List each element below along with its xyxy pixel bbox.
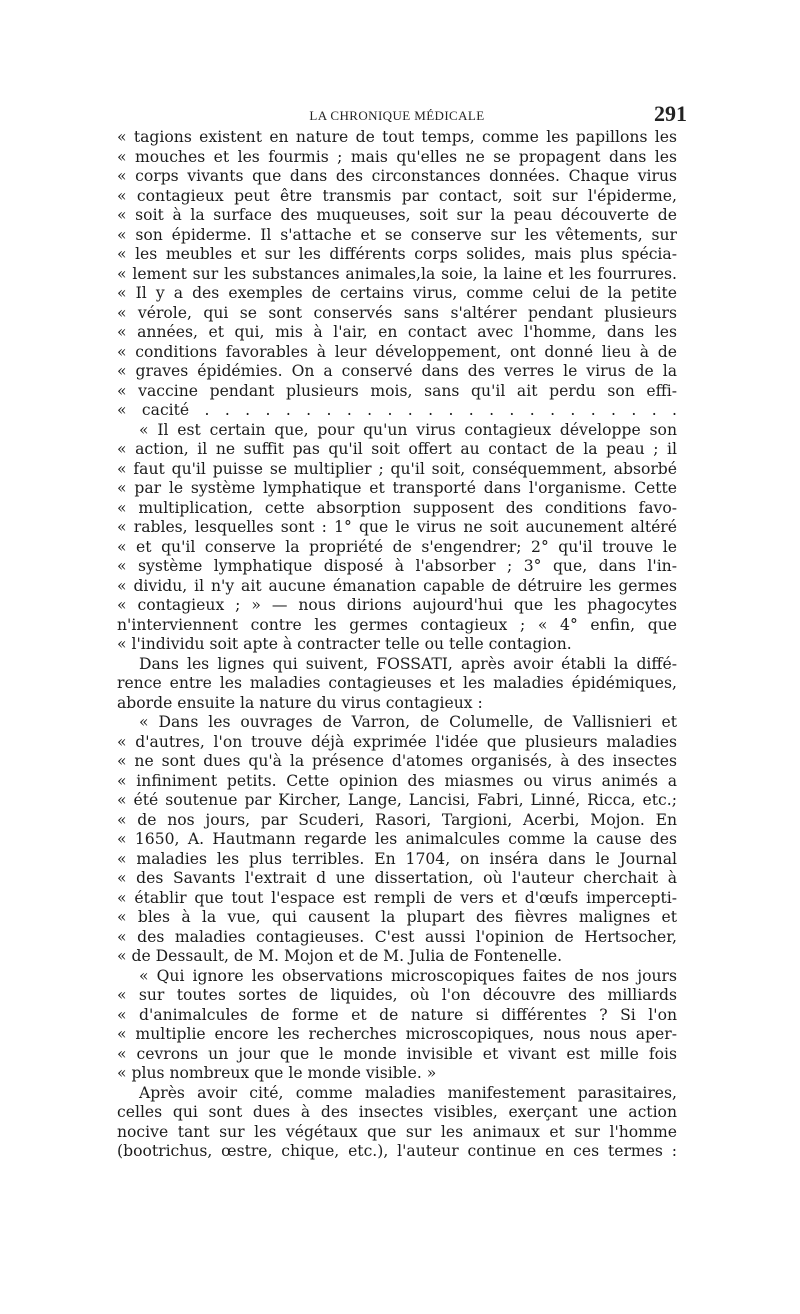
text-line: « infiniment petits. Cette opinion des miasmes ou virus animés a xyxy=(117,771,677,790)
text-line: n'interviennent contre les germes contagieux ; « 4° enfin, que xyxy=(117,615,677,634)
text-line: « été soutenue par Kircher, Lange, Lancisi, Fabri, Linné, Ricca, etc.; xyxy=(117,791,677,809)
text-line: « l'individu soit apte à contracter telle ou telle contagion. xyxy=(117,635,572,653)
text-line: « système lymphatique disposé à l'absorber ; 3° que, dans l'in- xyxy=(117,557,677,575)
text-line: « des maladies contagieuses. C'est aussi l'opinion de Hertsocher, xyxy=(117,927,677,946)
text-line: aborde ensuite la nature du virus contagieux : xyxy=(117,693,483,712)
text-line: « mouches et les fourmis ; mais qu'elles ne se propagent dans les xyxy=(117,147,677,166)
text-line: (bootrichus, œstre, chique, etc.), l'auteur continue en ces termes : xyxy=(117,1142,677,1160)
text-line: « graves épidémies. On a conservé dans des verres le virus de la xyxy=(117,362,677,380)
text-line: « cevrons un jour que le monde invisible et vivant est mille fois xyxy=(117,1044,677,1063)
text-line: « son épiderme. Il s'attache et se conserve sur les vêtements, sur xyxy=(117,225,677,244)
text-line: « et qu'il conserve la propriété de s'engendrer; 2° qu'il trouve le xyxy=(117,537,677,556)
text-line: « d'autres, l'on trouve déjà exprimée l'idée que plusieurs maladies xyxy=(117,732,677,751)
text-line: Dans les lignes qui suivent, FOSSATI, après avoir établi la diffé- xyxy=(139,654,677,673)
text-line: « Il y a des exemples de certains virus, comme celui de la petite xyxy=(117,284,677,302)
text-line: « plus nombreux que le monde visible. » xyxy=(117,1064,437,1082)
text-line: « 1650, A. Hautmann regarde les animalcules comme la cause des xyxy=(117,830,677,848)
text-line: « Qui ignore les observations microscopiques faites de nos jours xyxy=(139,966,677,985)
text-line: « sur toutes sortes de liquides, où l'on découvre des milliards xyxy=(117,986,677,1004)
text-line: « tagions existent en nature de tout temps, comme les papillons les xyxy=(117,128,677,146)
text-line: « des Savants l'extrait d une dissertation, où l'auteur cherchait à xyxy=(117,869,677,887)
text-line: rence entre les maladies contagieuses et les maladies épidémiques, xyxy=(117,674,677,692)
text-line: « faut qu'il puisse se multiplier ; qu'il soit, conséquemment, absorbé xyxy=(117,459,677,478)
text-line: « les meubles et sur les différents corps solides, mais plus spécia- xyxy=(117,245,677,263)
text-line: « Il est certain que, pour qu'un virus contagieux développe son xyxy=(139,420,677,439)
text-line: « années, et qui, mis à l'air, en contact avec l'homme, dans les xyxy=(117,323,677,341)
text-line: « de Dessault, de M. Mojon et de M. Julia de Fontenelle. xyxy=(117,947,563,965)
text-line: celles qui sont dues à des insectes visibles, exerçant une action xyxy=(117,1103,677,1121)
text-line: « multiplie encore les recherches microscopiques, nous nous aper- xyxy=(117,1025,677,1043)
page-number: 291 xyxy=(654,101,687,126)
text-line: « dividu, il n'y ait aucune émanation capable de détruire les germes xyxy=(117,576,677,595)
text-line: « vérole, qui se sont conservés sans s'altérer pendant plusieurs xyxy=(117,303,677,322)
text-line: « corps vivants que dans des circonstances données. Chaque virus xyxy=(117,167,677,185)
text-line: Après avoir cité, comme maladies manifestement parasitaires, xyxy=(139,1083,677,1102)
text-line: « contagieux peut être transmis par contact, soit sur l'épiderme, xyxy=(117,186,677,205)
document-page xyxy=(117,98,687,1162)
text-line: « bles à la vue, qui causent la plupart des fièvres malignes et xyxy=(117,908,677,926)
text-line: « d'animalcules de forme et de nature si différentes ? Si l'on xyxy=(117,1005,677,1024)
text-line: « établir que tout l'espace est rempli de vers et d'œufs impercepti- xyxy=(117,888,677,907)
text-line: « par le système lymphatique et transporté dans l'organisme. Cette xyxy=(117,479,677,497)
text-line: « lement sur les substances animales,la soie, la laine et les fourrures. xyxy=(117,264,677,283)
text-line: « soit à la surface des muqueuses, soit sur la peau découverte de xyxy=(117,206,677,224)
text-line: « ne sont dues qu'à la présence d'atomes organisés, à des insectes xyxy=(117,752,677,770)
text-line: « Dans les ouvrages de Varron, de Columelle, de Vallisnieri et xyxy=(139,713,677,731)
page-header xyxy=(117,98,687,128)
body-text xyxy=(117,128,677,1162)
text-line: « vaccine pendant plusieurs mois, sans qu'il ait perdu son effi- xyxy=(117,381,677,400)
text-line: « cacité . . . . . . . . . . . . . . . . . . . . . . . . xyxy=(117,401,677,419)
text-line: « rables, lesquelles sont : 1° que le virus ne soit aucunement altéré xyxy=(117,518,677,536)
running-head: LA CHRONIQUE MÉDICALE xyxy=(309,108,485,123)
text-line: « action, il ne suffit pas qu'il soit offert au contact de la peau ; il xyxy=(117,440,677,458)
text-line: « de nos jours, par Scuderi, Rasori, Targioni, Acerbi, Mojon. En xyxy=(117,810,677,829)
text-line: nocive tant sur les végétaux que sur les animaux et sur l'homme xyxy=(117,1122,677,1141)
text-line: « maladies les plus terribles. En 1704, on inséra dans le Journal xyxy=(117,849,677,868)
text-line: « conditions favorables à leur développement, ont donné lieu à de xyxy=(117,342,677,361)
text-line: « multiplication, cette absorption supposent des conditions favo- xyxy=(117,498,677,517)
text-line: « contagieux ; » — nous dirions aujourd'hui que les phagocytes xyxy=(117,596,677,614)
